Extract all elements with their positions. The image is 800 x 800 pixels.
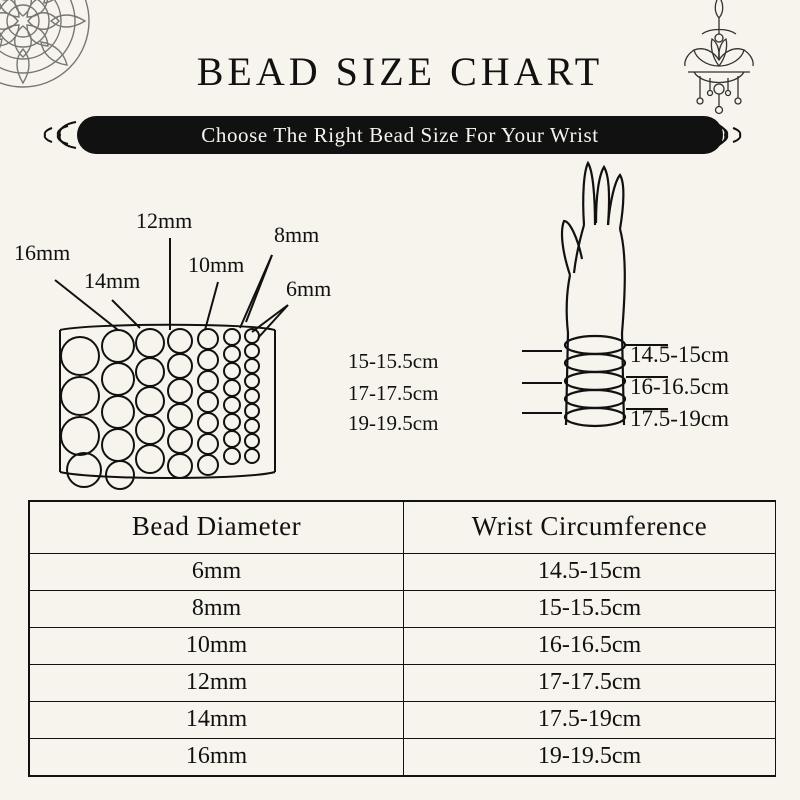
table-header-wrist-circumference: Wrist Circumference <box>404 502 776 554</box>
cell-bead-diameter: 6mm <box>30 554 404 591</box>
wrist-label-left-1: 15-15.5cm <box>348 349 439 373</box>
cell-wrist-circumference: 15-15.5cm <box>404 591 776 628</box>
cell-bead-diameter: 8mm <box>30 591 404 628</box>
cell-bead-diameter: 14mm <box>30 702 404 739</box>
table-header-row <box>30 502 776 554</box>
wrist-label-left-3: 19-19.5cm <box>348 411 439 435</box>
table-row <box>30 628 776 665</box>
cell-wrist-circumference: 17.5-19cm <box>404 702 776 739</box>
bead-label-12mm: 12mm <box>136 208 193 233</box>
subtitle-banner <box>77 116 723 154</box>
cell-wrist-circumference: 16-16.5cm <box>404 628 776 665</box>
table-header-bead-diameter: Bead Diameter <box>30 502 404 554</box>
cell-bead-diameter: 12mm <box>30 665 404 702</box>
table-row <box>30 739 776 776</box>
wrist-label-right-2: 16-16.5cm <box>630 374 730 399</box>
flourish-right-icon <box>705 118 745 152</box>
cell-wrist-circumference: 14.5-15cm <box>404 554 776 591</box>
bead-label-6mm: 6mm <box>286 276 332 301</box>
bead-label-8mm: 8mm <box>274 222 320 247</box>
flourish-left-icon <box>40 118 80 152</box>
subtitle-text: Choose The Right Bead Size For Your Wrist <box>201 123 599 147</box>
wrist-label-right-3: 17.5-19cm <box>630 406 730 431</box>
wrist-label-left-2: 17-17.5cm <box>348 381 439 405</box>
size-table <box>29 501 776 776</box>
cell-wrist-circumference: 17-17.5cm <box>404 665 776 702</box>
table-row <box>30 554 776 591</box>
bead-label-10mm: 10mm <box>188 252 245 277</box>
bead-label-14mm: 14mm <box>84 268 141 293</box>
table-row <box>30 702 776 739</box>
table-row <box>30 665 776 702</box>
illustration-area <box>0 160 800 495</box>
cell-wrist-circumference: 19-19.5cm <box>404 739 776 776</box>
cell-bead-diameter: 10mm <box>30 628 404 665</box>
cell-bead-diameter: 16mm <box>30 739 404 776</box>
wrist-label-right-1: 14.5-15cm <box>630 342 730 367</box>
bead-label-16mm: 16mm <box>14 240 71 265</box>
page-title: BEAD SIZE CHART <box>196 49 604 94</box>
table-row <box>30 591 776 628</box>
size-table-container <box>28 500 776 777</box>
